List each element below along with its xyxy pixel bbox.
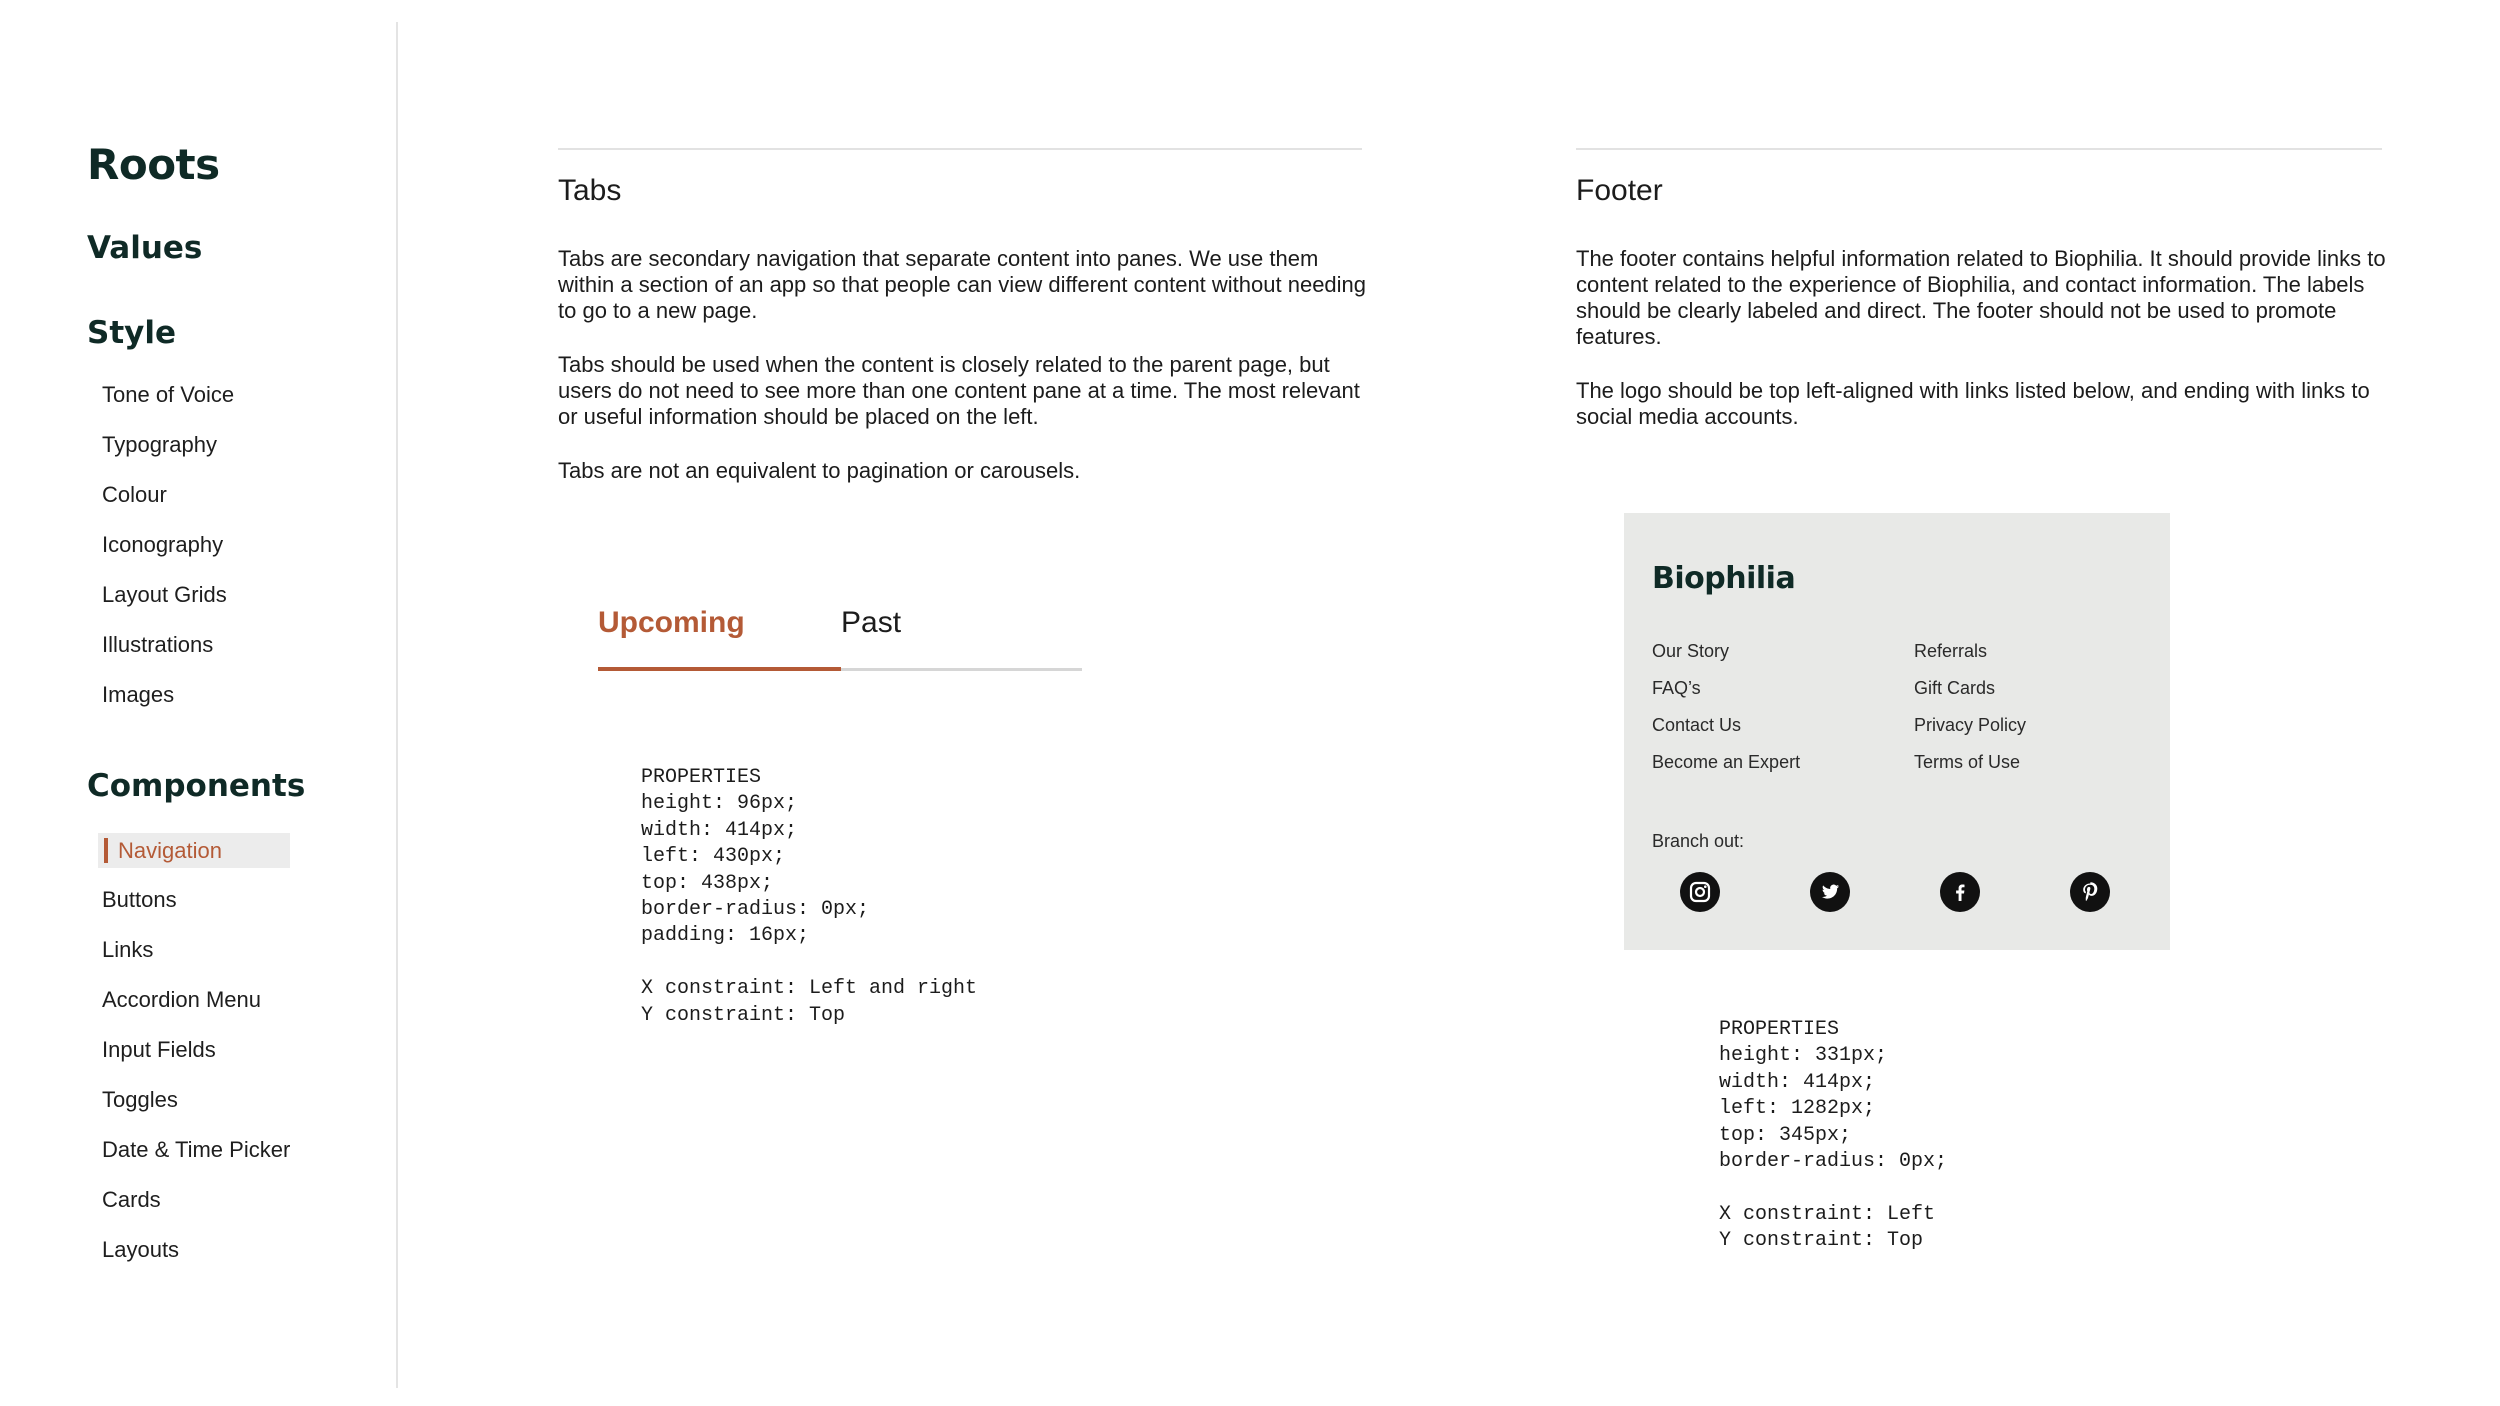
footer-title: Footer	[1576, 174, 1663, 207]
sidebar-item-date-time-picker[interactable]: Date & Time Picker	[102, 1137, 291, 1162]
sidebar-item-navigation[interactable]: Navigation	[98, 833, 290, 868]
section-divider	[558, 148, 1362, 150]
sidebar-item-colour[interactable]: Colour	[102, 482, 167, 507]
twitter-icon[interactable]	[1810, 872, 1850, 912]
style-heading[interactable]: Style	[87, 315, 177, 351]
footer-link-gift-cards[interactable]: Gift Cards	[1914, 678, 1996, 698]
footer-link-our-story[interactable]: Our Story	[1652, 641, 1730, 661]
pinterest-icon[interactable]	[2070, 872, 2110, 912]
footer-link-become-an-expert[interactable]: Become an Expert	[1652, 752, 1801, 772]
sidebar-item-toggles[interactable]: Toggles	[102, 1087, 178, 1112]
values-heading[interactable]: Values	[87, 230, 203, 266]
sidebar-item-layouts[interactable]: Layouts	[102, 1237, 180, 1262]
tabs-demo	[598, 596, 1082, 672]
sidebar	[0, 0, 398, 1406]
footer-link-terms-of-use[interactable]: Terms of Use	[1914, 752, 2021, 772]
brand-title[interactable]: Roots	[87, 140, 220, 189]
footer-link-contact-us[interactable]: Contact Us	[1652, 715, 1742, 735]
footer-logo[interactable]: Biophilia	[1652, 561, 1796, 596]
sidebar-item-input-fields[interactable]: Input Fields	[102, 1037, 216, 1062]
instagram-icon[interactable]	[1680, 872, 1720, 912]
sidebar-item-tone-of-voice[interactable]: Tone of Voice	[102, 382, 235, 407]
sidebar-item-iconography[interactable]: Iconography	[102, 532, 224, 557]
tab-upcoming[interactable]: Upcoming	[598, 606, 745, 639]
footer-link-referrals[interactable]: Referrals	[1914, 641, 1988, 661]
footer-link-faqs[interactable]: FAQ’s	[1652, 678, 1701, 698]
sidebar-item-illustrations[interactable]: Illustrations	[102, 632, 214, 657]
tab-past[interactable]: Past	[841, 606, 902, 639]
footer-demo	[1624, 513, 2170, 950]
footer-link-privacy-policy[interactable]: Privacy Policy	[1914, 715, 2027, 735]
sidebar-item-buttons[interactable]: Buttons	[102, 887, 177, 912]
footer-paragraph-2: The logo should be top left-aligned with links listed below, and ending with links to social media accounts.	[1576, 378, 2370, 429]
tab-active-indicator	[598, 667, 841, 671]
branch-out-label: Branch out:	[1652, 831, 1745, 851]
facebook-icon[interactable]	[1940, 872, 1980, 912]
tabs-paragraph-3: Tabs are not an equivalent to pagination or carousels.	[558, 458, 1081, 483]
components-heading[interactable]: Components	[87, 768, 306, 804]
tabs-properties: PROPERTIES height: 96px; width: 414px; left: 430px; top: 438px; border-radius: 0px; padding: 16px; X constraint: Left and right Y constraint: Top	[641, 766, 978, 1027]
footer-properties: PROPERTIES height: 331px; width: 414px; left: 1282px; top: 345px; border-radius: 0px; X constraint: Left Y constraint: Top	[1719, 1018, 1948, 1253]
sidebar-item-cards[interactable]: Cards	[102, 1187, 161, 1212]
tabs-title: Tabs	[558, 174, 622, 207]
sidebar-item-accordion-menu[interactable]: Accordion Menu	[102, 987, 261, 1012]
sidebar-item-layout-grids[interactable]: Layout Grids	[102, 582, 227, 607]
sidebar-item-images[interactable]: Images	[102, 682, 175, 707]
footer-paragraph-1: The footer contains helpful information related to Biophilia. It should provide links to content related to the experience of Biophilia, and contact information. The labels should be clearly labeled and direct. The footer should not be used to promote features.	[1576, 246, 2386, 349]
tabs-paragraph-1: Tabs are secondary navigation that separate content into panes. We use them within a section of an app so that people can view different content without needing to go to a new page.	[558, 246, 1367, 323]
section-divider	[1576, 148, 2382, 150]
sidebar-divider	[396, 22, 398, 1388]
tabs-paragraph-2: Tabs should be used when the content is closely related to the parent page, but users do not need to see more than one content pane at a time. The most relevant or useful information should be placed on the left.	[558, 352, 1360, 429]
sidebar-item-typography[interactable]: Typography	[102, 432, 217, 457]
sidebar-item-links[interactable]: Links	[102, 937, 154, 962]
